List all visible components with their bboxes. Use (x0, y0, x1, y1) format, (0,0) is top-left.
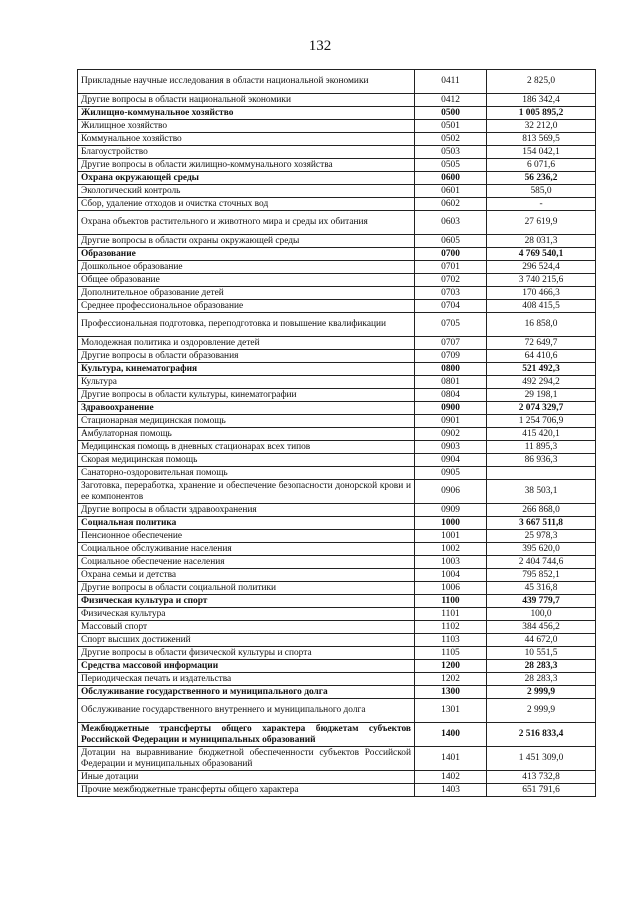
section-row (78, 107, 596, 120)
amount-cell: 32 212,0 (487, 120, 596, 133)
section-name-cell: Прикладные научные исследования в области национальной экономики (78, 70, 415, 94)
table-row (78, 350, 596, 363)
amount-cell: 813 569,5 (487, 133, 596, 146)
section-code-cell: 0701 (415, 261, 487, 274)
section-code-cell: 1002 (415, 543, 487, 556)
table-row (78, 771, 596, 784)
section-row (78, 363, 596, 376)
table-row (78, 428, 596, 441)
amount-cell: 3 740 215,6 (487, 274, 596, 287)
section-name-cell: Социальная политика (78, 517, 415, 530)
amount-cell: 1 254 706,9 (487, 415, 596, 428)
section-code-cell: 0702 (415, 274, 487, 287)
section-code-cell: 0709 (415, 350, 487, 363)
section-name-cell: Другие вопросы в области культуры, кинематографии (78, 389, 415, 402)
table-row (78, 94, 596, 107)
section-code-cell: 0501 (415, 120, 487, 133)
section-name-cell: Жилищно-коммунальное хозяйство (78, 107, 415, 120)
amount-cell: 521 492,3 (487, 363, 596, 376)
section-code-cell: 1202 (415, 673, 487, 686)
section-name-cell: Дотации на выравнивание бюджетной обеспеченности субъектов Российской Федерации и муниципальных образований (78, 747, 415, 771)
page-number: 132 (308, 38, 332, 54)
section-code-cell: 0601 (415, 185, 487, 198)
section-code-cell: 1301 (415, 699, 487, 723)
section-code-cell: 0500 (415, 107, 487, 120)
amount-cell: 1 451 309,0 (487, 747, 596, 771)
section-code-cell: 0900 (415, 402, 487, 415)
section-code-cell: 0904 (415, 454, 487, 467)
amount-cell: 56 236,2 (487, 172, 596, 185)
amount-cell: 72 649,7 (487, 337, 596, 350)
amount-cell: 413 732,8 (487, 771, 596, 784)
amount-cell (487, 467, 596, 480)
amount-cell: 170 466,3 (487, 287, 596, 300)
table-row (78, 673, 596, 686)
section-name-cell: Обслуживание государственного и муниципального долга (78, 686, 415, 699)
section-code-cell: 1003 (415, 556, 487, 569)
amount-cell: 28 283,3 (487, 660, 596, 673)
table-row (78, 287, 596, 300)
section-code-cell: 1402 (415, 771, 487, 784)
budget-table-body (78, 70, 596, 797)
section-name-cell: Массовый спорт (78, 621, 415, 634)
amount-cell: 64 410,6 (487, 350, 596, 363)
amount-cell: 186 342,4 (487, 94, 596, 107)
amount-cell: 2 074 329,7 (487, 402, 596, 415)
amount-cell: 1 005 895,2 (487, 107, 596, 120)
section-name-cell: Сбор, удаление отходов и очистка сточных вод (78, 198, 415, 211)
section-row (78, 686, 596, 699)
section-code-cell: 1101 (415, 608, 487, 621)
section-name-cell: Другие вопросы в области физической культуры и спорта (78, 647, 415, 660)
section-name-cell: Спорт высших достижений (78, 634, 415, 647)
section-row (78, 172, 596, 185)
section-code-cell: 0411 (415, 70, 487, 94)
section-row (78, 595, 596, 608)
table-row (78, 699, 596, 723)
amount-cell: 2 516 833,4 (487, 723, 596, 747)
section-name-cell: Социальное обслуживание населения (78, 543, 415, 556)
section-name-cell: Дополнительное образование детей (78, 287, 415, 300)
section-code-cell: 0503 (415, 146, 487, 159)
section-code-cell: 1100 (415, 595, 487, 608)
table-row (78, 556, 596, 569)
table-row (78, 621, 596, 634)
amount-cell: 408 415,5 (487, 300, 596, 313)
section-code-cell: 0703 (415, 287, 487, 300)
amount-cell: 296 524,4 (487, 261, 596, 274)
section-code-cell: 0902 (415, 428, 487, 441)
amount-cell: 3 667 511,8 (487, 517, 596, 530)
section-name-cell: Скорая медицинская помощь (78, 454, 415, 467)
amount-cell: - (487, 198, 596, 211)
amount-cell: 29 198,1 (487, 389, 596, 402)
table-row (78, 198, 596, 211)
table-row (78, 647, 596, 660)
table-row (78, 415, 596, 428)
section-code-cell: 0800 (415, 363, 487, 376)
section-name-cell: Другие вопросы в области национальной экономики (78, 94, 415, 107)
section-code-cell: 1103 (415, 634, 487, 647)
table-row (78, 261, 596, 274)
table-row (78, 274, 596, 287)
section-code-cell: 1006 (415, 582, 487, 595)
section-code-cell: 0603 (415, 211, 487, 235)
table-row (78, 235, 596, 248)
table-row (78, 389, 596, 402)
section-row (78, 517, 596, 530)
section-code-cell: 0505 (415, 159, 487, 172)
section-name-cell: Образование (78, 248, 415, 261)
section-name-cell: Жилищное хозяйство (78, 120, 415, 133)
table-row (78, 569, 596, 582)
section-code-cell: 0905 (415, 467, 487, 480)
table-row (78, 376, 596, 389)
table-row (78, 185, 596, 198)
amount-cell: 16 858,0 (487, 313, 596, 337)
section-name-cell: Физическая культура и спорт (78, 595, 415, 608)
section-code-cell: 0903 (415, 441, 487, 454)
section-name-cell: Среднее профессиональное образование (78, 300, 415, 313)
table-row (78, 480, 596, 504)
section-name-cell: Другие вопросы в области здравоохранения (78, 504, 415, 517)
table-row (78, 747, 596, 771)
section-code-cell: 0707 (415, 337, 487, 350)
section-code-cell: 1004 (415, 569, 487, 582)
section-name-cell: Благоустройство (78, 146, 415, 159)
section-row (78, 248, 596, 261)
amount-cell: 415 420,1 (487, 428, 596, 441)
section-name-cell: Стационарная медицинская помощь (78, 415, 415, 428)
amount-cell: 439 779,7 (487, 595, 596, 608)
table-row (78, 300, 596, 313)
amount-cell: 651 791,6 (487, 784, 596, 797)
section-name-cell: Дошкольное образование (78, 261, 415, 274)
section-code-cell: 0600 (415, 172, 487, 185)
section-name-cell: Заготовка, переработка, хранение и обеспечение безопасности донорской крови и ее компонентов (78, 480, 415, 504)
section-name-cell: Культура, кинематография (78, 363, 415, 376)
amount-cell: 10 551,5 (487, 647, 596, 660)
section-name-cell: Культура (78, 376, 415, 389)
section-name-cell: Охрана объектов растительного и животного мира и среды их обитания (78, 211, 415, 235)
table-row (78, 159, 596, 172)
table-row (78, 467, 596, 480)
table-row (78, 504, 596, 517)
section-code-cell: 0801 (415, 376, 487, 389)
amount-cell: 45 316,8 (487, 582, 596, 595)
section-name-cell: Другие вопросы в области охраны окружающей среды (78, 235, 415, 248)
amount-cell: 27 619,9 (487, 211, 596, 235)
section-row (78, 723, 596, 747)
table-row (78, 582, 596, 595)
section-name-cell: Обслуживание государственного внутреннего и муниципального долга (78, 699, 415, 723)
section-name-cell: Прочие межбюджетные трансферты общего характера (78, 784, 415, 797)
section-code-cell: 0909 (415, 504, 487, 517)
amount-cell: 2 825,0 (487, 70, 596, 94)
section-name-cell: Другие вопросы в области образования (78, 350, 415, 363)
amount-cell: 492 294,2 (487, 376, 596, 389)
section-code-cell: 1403 (415, 784, 487, 797)
amount-cell: 6 071,6 (487, 159, 596, 172)
section-row (78, 402, 596, 415)
section-code-cell: 0700 (415, 248, 487, 261)
section-code-cell: 1401 (415, 747, 487, 771)
section-code-cell: 1000 (415, 517, 487, 530)
table-row (78, 608, 596, 621)
amount-cell: 86 936,3 (487, 454, 596, 467)
section-code-cell: 0901 (415, 415, 487, 428)
section-code-cell: 1200 (415, 660, 487, 673)
section-name-cell: Другие вопросы в области жилищно-коммунального хозяйства (78, 159, 415, 172)
table-row (78, 337, 596, 350)
section-name-cell: Другие вопросы в области социальной политики (78, 582, 415, 595)
table-row (78, 70, 596, 94)
section-name-cell: Санаторно-оздоровительная помощь (78, 467, 415, 480)
amount-cell: 585,0 (487, 185, 596, 198)
section-name-cell: Пенсионное обеспечение (78, 530, 415, 543)
section-name-cell: Молодежная политика и оздоровление детей (78, 337, 415, 350)
amount-cell: 25 978,3 (487, 530, 596, 543)
section-name-cell: Иные дотации (78, 771, 415, 784)
section-name-cell: Амбулаторная помощь (78, 428, 415, 441)
section-code-cell: 1001 (415, 530, 487, 543)
section-code-cell: 1102 (415, 621, 487, 634)
section-name-cell: Охрана окружающей среды (78, 172, 415, 185)
table-row (78, 543, 596, 556)
amount-cell: 4 769 540,1 (487, 248, 596, 261)
section-name-cell: Здравоохранение (78, 402, 415, 415)
table-row (78, 784, 596, 797)
amount-cell: 384 456,2 (487, 621, 596, 634)
section-code-cell: 1400 (415, 723, 487, 747)
section-code-cell: 0705 (415, 313, 487, 337)
amount-cell: 2 404 744,6 (487, 556, 596, 569)
table-row (78, 120, 596, 133)
table-row (78, 313, 596, 337)
section-code-cell: 1300 (415, 686, 487, 699)
table-row (78, 211, 596, 235)
section-code-cell: 0602 (415, 198, 487, 211)
amount-cell: 795 852,1 (487, 569, 596, 582)
section-name-cell: Общее образование (78, 274, 415, 287)
table-row (78, 530, 596, 543)
amount-cell: 2 999,9 (487, 699, 596, 723)
table-row (78, 441, 596, 454)
section-name-cell: Коммунальное хозяйство (78, 133, 415, 146)
section-code-cell: 0906 (415, 480, 487, 504)
amount-cell: 2 999,9 (487, 686, 596, 699)
section-name-cell: Медицинская помощь в дневных стационарах всех типов (78, 441, 415, 454)
section-name-cell: Периодическая печать и издательства (78, 673, 415, 686)
amount-cell: 44 672,0 (487, 634, 596, 647)
table-row (78, 634, 596, 647)
section-code-cell: 0502 (415, 133, 487, 146)
budget-table (77, 69, 596, 797)
amount-cell: 266 868,0 (487, 504, 596, 517)
amount-cell: 154 042,1 (487, 146, 596, 159)
section-code-cell: 0605 (415, 235, 487, 248)
table-row (78, 146, 596, 159)
amount-cell: 395 620,0 (487, 543, 596, 556)
amount-cell: 11 895,3 (487, 441, 596, 454)
section-name-cell: Межбюджетные трансферты общего характера бюджетам субъектов Российской Федерации и муниципальных образований (78, 723, 415, 747)
amount-cell: 28 283,3 (487, 673, 596, 686)
section-name-cell: Профессиональная подготовка, переподготовка и повышение квалификации (78, 313, 415, 337)
table-row (78, 133, 596, 146)
section-name-cell: Экологический контроль (78, 185, 415, 198)
section-code-cell: 0704 (415, 300, 487, 313)
section-code-cell: 1105 (415, 647, 487, 660)
amount-cell: 28 031,3 (487, 235, 596, 248)
section-code-cell: 0804 (415, 389, 487, 402)
section-name-cell: Средства массовой информации (78, 660, 415, 673)
section-code-cell: 0412 (415, 94, 487, 107)
section-name-cell: Охрана семьи и детства (78, 569, 415, 582)
section-row (78, 660, 596, 673)
section-name-cell: Физическая культура (78, 608, 415, 621)
amount-cell: 100,0 (487, 608, 596, 621)
section-name-cell: Социальное обеспечение населения (78, 556, 415, 569)
amount-cell: 38 503,1 (487, 480, 596, 504)
table-row (78, 454, 596, 467)
